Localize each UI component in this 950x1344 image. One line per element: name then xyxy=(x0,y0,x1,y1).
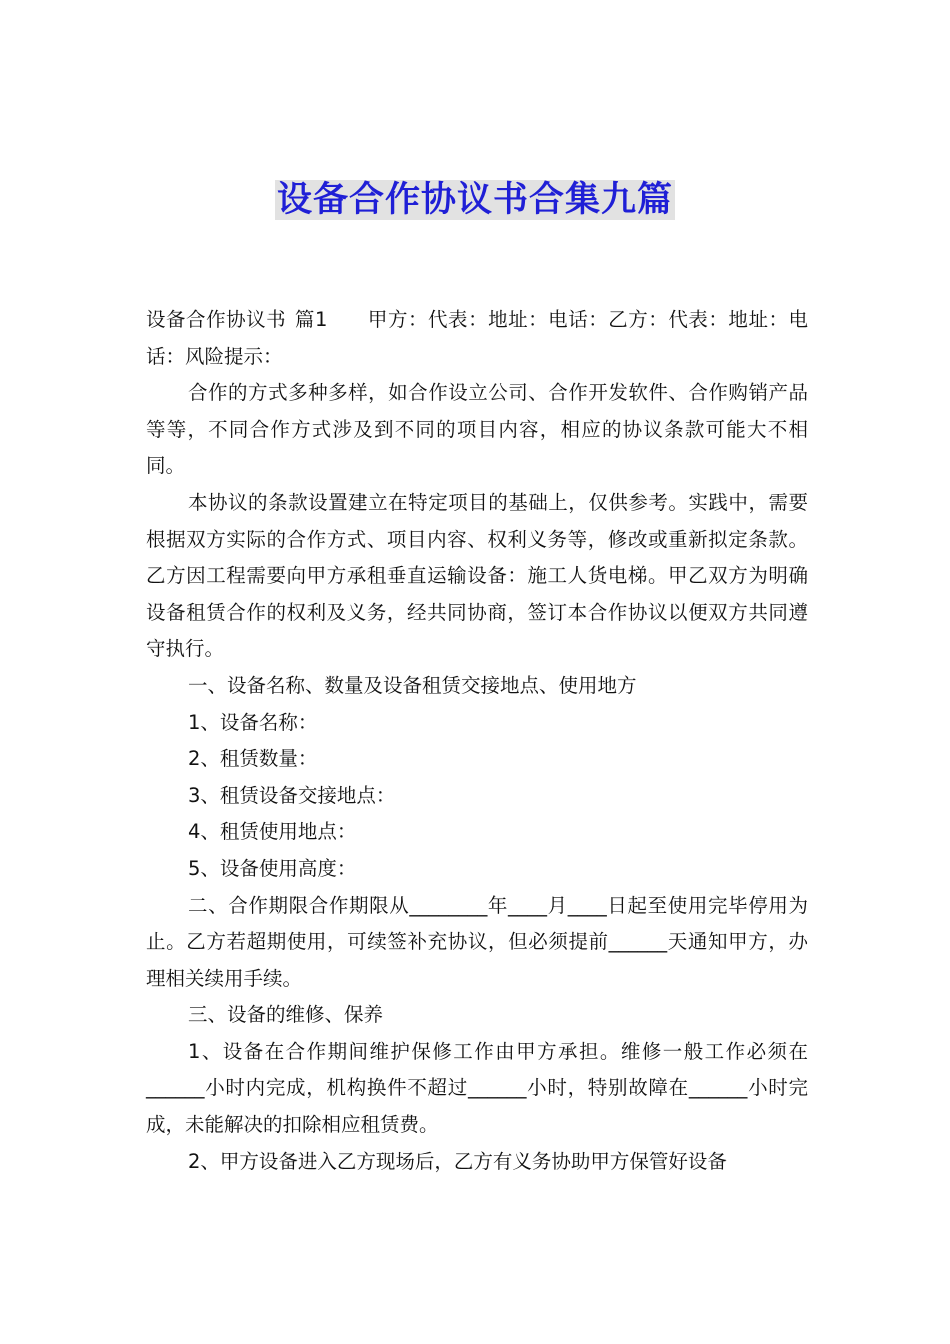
paragraph-header: 设备合作协议书 篇1 甲方：代表：地址：电话：乙方：代表：地址：电话：风险提示： xyxy=(146,308,808,368)
document-title-text: 设备合作协议书合集九篇 xyxy=(276,180,673,220)
list-item: 1、设备名称： xyxy=(188,710,318,734)
list-item: 2、租赁数量： xyxy=(188,747,318,771)
list-item: 4、租赁使用地点： xyxy=(188,820,357,844)
list-item: 2、甲方设备进入乙方现场后，乙方有义务协助甲方保管好设备 xyxy=(188,1149,727,1173)
list-item: 1、设备在合作期间维护保修工作由甲方承担。维修一般工作必须在______小时内完成，机构换件不超过______小时，特别故障在______小时完成，未能解决的扣除相应租赁费。 xyxy=(146,1039,808,1137)
section-heading: 一、设备名称、数量及设备租赁交接地点、使用地方 xyxy=(188,673,637,697)
list-item: 5、设备使用高度： xyxy=(188,856,357,880)
document-title xyxy=(0,178,950,222)
paragraph: 本协议的条款设置建立在特定项目的基础上，仅供参考。实践中，需要根据双方实际的合作方式、项目内容、权利义务等，修改或重新拟定条款。 乙方因工程需要向甲方承租垂直运输设备：施工人货电梯。甲乙双方为明确设备租赁合作的权利及义务，经共同协商，签订本合作协议以便双方共同遵守执行。 xyxy=(146,490,808,661)
document-body xyxy=(146,302,808,1180)
paragraph: 合作的方式多种多样，如合作设立公司、合作开发软件、合作购销产品等等，不同合作方式涉及到不同的项目内容，相应的协议条款可能大不相同。 xyxy=(146,381,808,478)
list-item: 3、租赁设备交接地点： xyxy=(188,783,396,807)
section-heading: 三、设备的维修、保养 xyxy=(188,1003,384,1027)
section-paragraph: 二、合作期限合作期限从________年____月____日起至使用完毕停用为止。乙方若超期使用，可续签补充协议，但必须提前______天通知甲方，办理相关续用手续。 xyxy=(146,893,808,990)
